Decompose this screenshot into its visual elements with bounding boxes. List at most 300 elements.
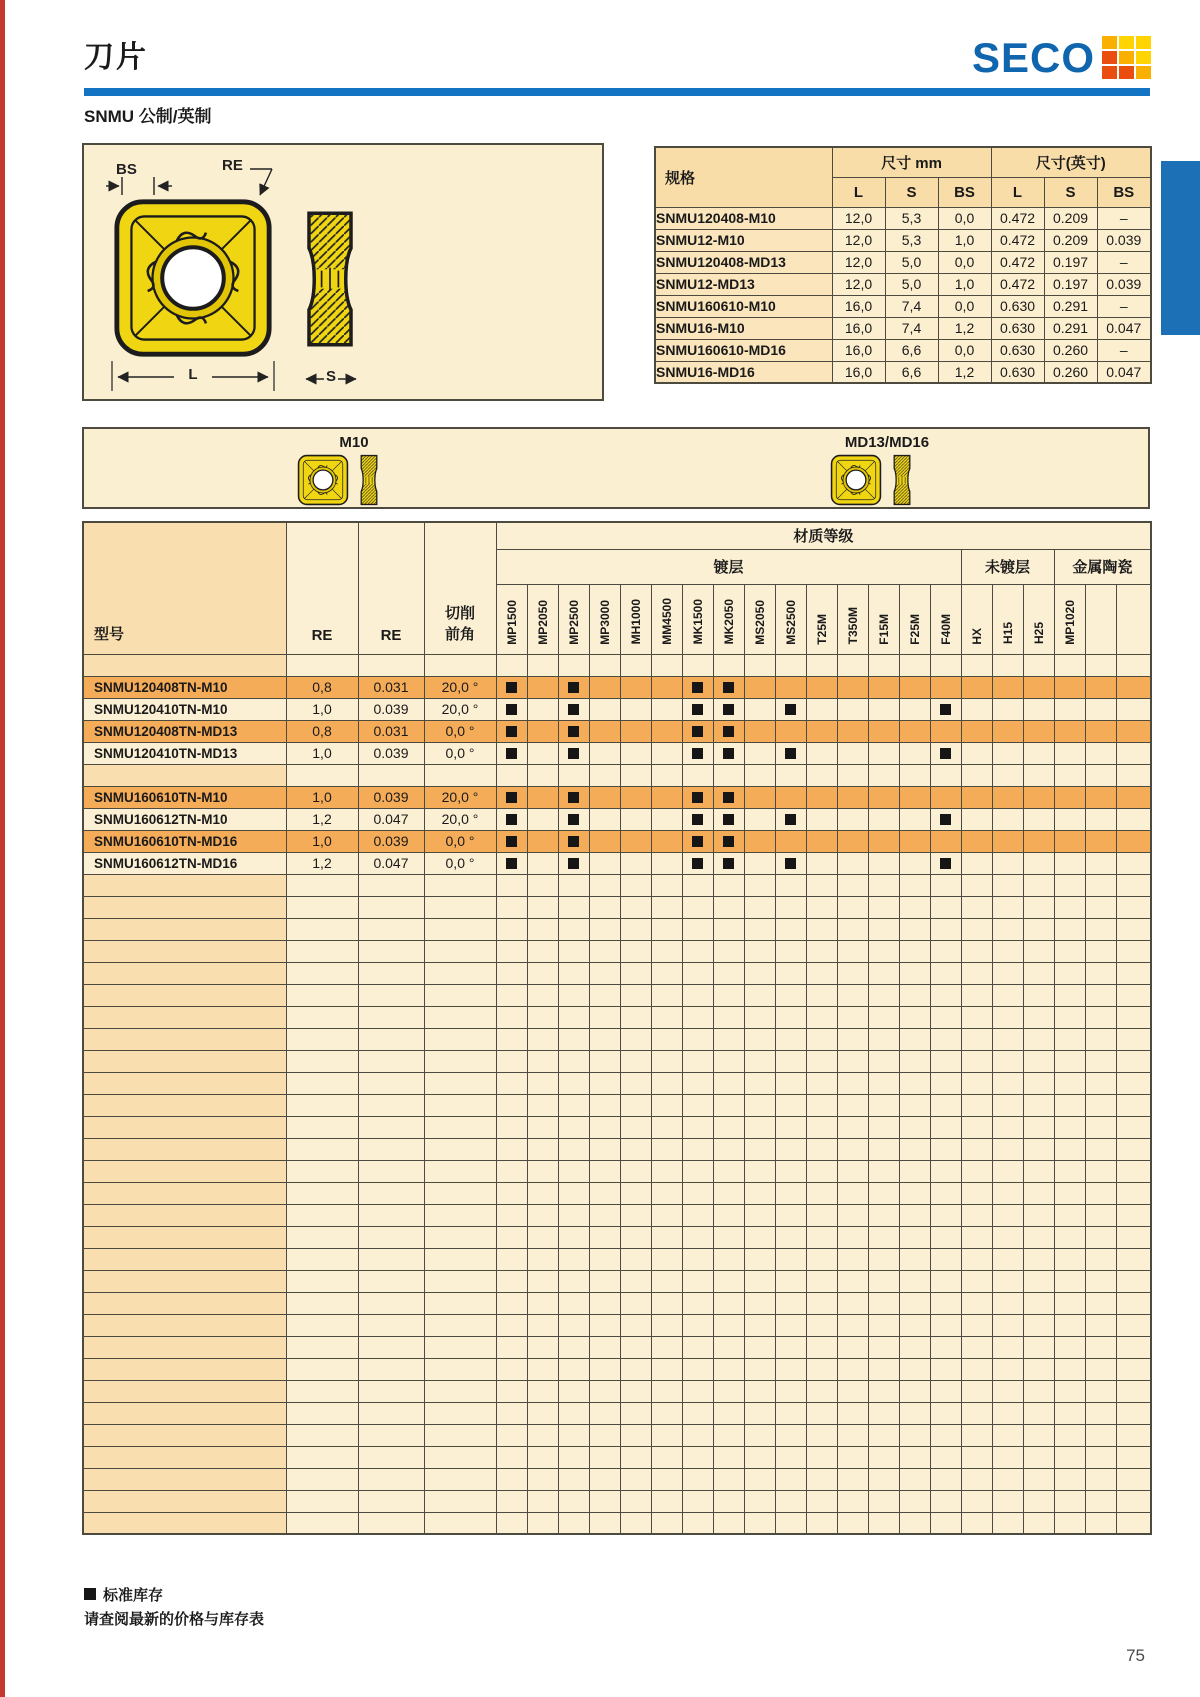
grade-cell [1116,1138,1151,1160]
spec-model: SNMU12-M10 [655,229,832,251]
grade-cell [1085,1402,1116,1424]
grade-cell [961,1468,992,1490]
re-inch-cell [358,1050,424,1072]
grade-cell [775,896,806,918]
grade-cell [1023,1358,1054,1380]
grade-cell [1054,1402,1085,1424]
grade-header-group: 材质等级 [496,522,1151,549]
grade-cell [713,720,744,742]
stock-mark [568,748,579,759]
grade-cell [775,1160,806,1182]
stock-mark [723,858,734,869]
grade-cell [961,1160,992,1182]
grade-cell [1023,1468,1054,1490]
grade-cell [1023,1160,1054,1182]
grade-cell [806,1116,837,1138]
grade-cell [992,1380,1023,1402]
rake-cell [424,1138,496,1160]
grade-cell [620,1446,651,1468]
grade-cell [806,1468,837,1490]
grade-cell [496,742,527,764]
rake-cell [424,1028,496,1050]
grade-cell [682,1248,713,1270]
model-cell: SNMU120410TN-M10 [83,698,286,720]
grade-cell [992,1270,1023,1292]
grade-cell [1023,1138,1054,1160]
grade-cell [1054,896,1085,918]
grade-cell [1054,808,1085,830]
grade-cell [868,1270,899,1292]
grade-cell [527,1094,558,1116]
spec-value: 0.197 [1044,273,1097,295]
grade-cell [992,786,1023,808]
grade-cell [713,808,744,830]
grade-cell [713,1270,744,1292]
stock-mark [506,726,517,737]
grade-column-header [496,584,527,654]
grade-cell [775,1138,806,1160]
grade-cell [868,1402,899,1424]
grade-cell [992,1160,1023,1182]
grade-cell [1085,1028,1116,1050]
grade-cell [527,1006,558,1028]
model-cell: SNMU160612TN-M10 [83,808,286,830]
grade-cell [496,1006,527,1028]
grade-cell [899,720,930,742]
grade-cell [682,1490,713,1512]
grade-cell [992,654,1023,676]
grade-cell [558,1446,589,1468]
grade-cell [713,786,744,808]
grade-cell [775,1446,806,1468]
grade-cell [682,1358,713,1380]
grade-column-header [527,584,558,654]
re-inch-cell [358,1490,424,1512]
grade-cell [1054,698,1085,720]
grade-cell [589,654,620,676]
grade-cell [744,830,775,852]
re-mm-cell [286,1006,358,1028]
grade-cell [620,1006,651,1028]
grade-cell [527,742,558,764]
grade-cell [961,1248,992,1270]
model-cell [83,962,286,984]
grade-cell [1116,1050,1151,1072]
grade-cell [496,896,527,918]
grade-cell [620,808,651,830]
grade-cell [1085,1512,1116,1534]
grade-cell [527,1402,558,1424]
rake-cell [424,874,496,896]
grade-cell [496,1336,527,1358]
re-inch-cell [358,1072,424,1094]
grade-cell [651,918,682,940]
grade-cell [713,1468,744,1490]
grade-cell [651,1292,682,1314]
re-inch-cell: 0.047 [358,808,424,830]
grade-cell [806,1028,837,1050]
grade-empty-row [83,1512,1151,1534]
model-cell [83,1226,286,1248]
grade-cell [589,1204,620,1226]
grade-cell [713,1292,744,1314]
grade-cell [558,1292,589,1314]
grade-cell [837,808,868,830]
grade-cell [496,786,527,808]
grade-cell [527,1138,558,1160]
grade-cell [1054,764,1085,786]
grade-cell [930,1314,961,1336]
grade-cell [558,1050,589,1072]
spec-value: 6,6 [885,361,938,383]
grade-cell [651,808,682,830]
grade-cell [1023,676,1054,698]
grade-cell [558,1314,589,1336]
grade-cell [899,1314,930,1336]
grade-cell [527,1050,558,1072]
grade-cell [1085,1204,1116,1226]
variant-icons-md13-md16 [830,454,913,506]
grade-cell [558,654,589,676]
model-cell [83,896,286,918]
grade-cell [558,742,589,764]
grade-cell [496,1380,527,1402]
stock-mark [723,814,734,825]
grade-cell [744,1160,775,1182]
stock-mark [692,682,703,693]
grade-cell [775,1006,806,1028]
stock-mark [568,682,579,693]
spec-value: 16,0 [832,317,885,339]
grade-cell [899,1380,930,1402]
grade-cell [930,1226,961,1248]
grade-cell [558,962,589,984]
grade-cell [589,830,620,852]
grade-cell [620,1226,651,1248]
grade-cell [1023,1116,1054,1138]
grade-cell [899,1446,930,1468]
grade-cell [961,1072,992,1094]
rake-cell [424,896,496,918]
grade-cell [682,852,713,874]
grade-cell [589,1006,620,1028]
grade-cell [806,1006,837,1028]
grade-cell [1085,1050,1116,1072]
grade-cell [713,1402,744,1424]
grade-cell [806,1270,837,1292]
grade-cell [620,1028,651,1050]
stock-mark [692,836,703,847]
grade-cell [930,1512,961,1534]
re-mm-cell [286,1072,358,1094]
grade-cell [775,1424,806,1446]
grade-cell [744,786,775,808]
grade-cell [1023,1182,1054,1204]
grade-cell [992,852,1023,874]
spec-value: 0.260 [1044,339,1097,361]
grade-cell [620,1050,651,1072]
grade-cell [1116,896,1151,918]
grade-cell [496,676,527,698]
grade-empty-row [83,1446,1151,1468]
grade-header-re-mm: RE [286,522,358,654]
re-mm-cell: 1,0 [286,698,358,720]
spec-value: 0,0 [938,295,991,317]
grade-cell [992,1226,1023,1248]
grade-cell [837,1094,868,1116]
stock-mark [940,748,951,759]
grade-cell [713,1182,744,1204]
grade-column-label: MK1500 [690,599,705,645]
variant-band [82,427,1150,509]
grade-cell [868,1314,899,1336]
grade-cell [651,654,682,676]
grade-cell [496,874,527,896]
grade-cell [744,1182,775,1204]
grade-cell [775,918,806,940]
grade-cell [682,984,713,1006]
model-cell [83,1182,286,1204]
grade-cell [651,962,682,984]
grade-cell [930,654,961,676]
grade-cell [682,1204,713,1226]
spec-value: 0,0 [938,207,991,229]
grade-cell [558,830,589,852]
grade-cell [899,1160,930,1182]
grade-cell [682,874,713,896]
re-mm-cell [286,1512,358,1534]
grade-cell [496,1358,527,1380]
spec-model: SNMU160610-M10 [655,295,832,317]
grade-cell [527,918,558,940]
grade-cell [682,808,713,830]
re-mm-cell [286,896,358,918]
spec-value: 0,0 [938,251,991,273]
grade-cell [806,1446,837,1468]
grade-column-label: MP3000 [597,599,612,645]
grade-cell [744,1138,775,1160]
grade-column-header [837,584,868,654]
grade-cell [496,1270,527,1292]
grade-cell [527,1380,558,1402]
grade-cell [806,786,837,808]
rake-cell [424,1006,496,1028]
grade-cell [744,698,775,720]
grade-cell [1085,1424,1116,1446]
grade-cell [682,1314,713,1336]
grade-cell [651,1116,682,1138]
spec-subheader: S [885,177,938,207]
grade-cell [713,1490,744,1512]
grade-cell [992,1204,1023,1226]
spec-header-name: 规格 [655,147,832,207]
grade-cell [527,896,558,918]
rake-cell: 0,0 ° [424,830,496,852]
grade-cell [496,1424,527,1446]
model-cell [83,1270,286,1292]
grade-cell [744,808,775,830]
grade-header-model: 型号 [83,522,286,654]
grade-cell [868,984,899,1006]
grade-cell [806,1204,837,1226]
grade-cell [527,1446,558,1468]
grade-cell [837,852,868,874]
model-cell: SNMU160610TN-M10 [83,786,286,808]
grade-cell [713,654,744,676]
page-title: 刀片 [84,41,148,74]
spec-value: 16,0 [832,295,885,317]
grade-column-label: F15M [876,613,891,645]
grade-cell [775,1380,806,1402]
grade-cell [837,962,868,984]
spec-row [655,339,1151,361]
spec-value: 1,0 [938,273,991,295]
spec-model: SNMU160610-MD16 [655,339,832,361]
grade-cell [527,1248,558,1270]
grade-cell [651,698,682,720]
grade-cell [620,1160,651,1182]
grade-cell [899,1028,930,1050]
grade-cell [1054,1116,1085,1138]
grade-cell [1023,940,1054,962]
grade-cell [775,984,806,1006]
grade-cell [868,1468,899,1490]
grade-cell [589,1446,620,1468]
grade-cell [1116,874,1151,896]
grade-cell [1054,676,1085,698]
stock-mark [568,792,579,803]
re-mm-cell: 1,2 [286,852,358,874]
grade-cell [868,1446,899,1468]
spec-value: 0.260 [1044,361,1097,383]
grade-cell [961,720,992,742]
grade-cell [744,852,775,874]
grade-cell [1116,1468,1151,1490]
grade-cell [806,1182,837,1204]
stock-mark [568,726,579,737]
grade-cell [806,984,837,1006]
grade-cell [1085,1314,1116,1336]
re-inch-cell [358,654,424,676]
stock-mark [568,836,579,847]
spec-row [655,251,1151,273]
grade-cell [1085,1336,1116,1358]
grade-cell [651,786,682,808]
rake-cell: 20,0 ° [424,786,496,808]
grade-cell [496,1446,527,1468]
grade-cell [620,676,651,698]
grade-cell [651,984,682,1006]
grade-cell [682,654,713,676]
stock-mark [940,858,951,869]
grade-cell [992,1116,1023,1138]
rake-cell [424,1270,496,1292]
grade-cell [713,830,744,852]
grade-cell [1054,1468,1085,1490]
grade-cell [961,1402,992,1424]
grade-column-label: T25M [814,613,829,645]
grade-cell [961,654,992,676]
stock-mark [692,704,703,715]
model-cell [83,1424,286,1446]
grade-cell [899,1512,930,1534]
grade-cell [682,962,713,984]
grade-cell [992,764,1023,786]
grade-cell [1023,764,1054,786]
re-mm-cell [286,1380,358,1402]
grade-cell [961,1138,992,1160]
grade-cell [744,1072,775,1094]
grade-cell [589,1182,620,1204]
grade-cell [775,962,806,984]
grade-cell [651,1204,682,1226]
spec-subheader: S [1044,177,1097,207]
grade-cell [651,1380,682,1402]
grade-cell [1085,1072,1116,1094]
grade-cell [527,1072,558,1094]
grade-cell [1023,1204,1054,1226]
grade-cell [1023,808,1054,830]
grade-cell [713,984,744,1006]
grade-cell [744,1006,775,1028]
grade-cell [899,874,930,896]
grade-cell [682,676,713,698]
grade-cell [1054,1204,1085,1226]
grade-cell [1023,918,1054,940]
grade-cell [899,962,930,984]
grade-empty-row [83,1182,1151,1204]
grade-cell [620,896,651,918]
grade-cell [1085,830,1116,852]
grade-cell [1085,1006,1116,1028]
grade-row [83,786,1151,808]
grade-cell [899,1182,930,1204]
spec-value: 0.039 [1097,273,1151,295]
grade-cell [1085,1358,1116,1380]
grade-cell [1054,830,1085,852]
stock-mark [506,682,517,693]
grade-cell [1085,852,1116,874]
grade-cell [744,1424,775,1446]
grade-cell [1116,1336,1151,1358]
grade-cell [589,1094,620,1116]
grade-cell [682,896,713,918]
grade-cell [837,1028,868,1050]
model-cell [83,1072,286,1094]
grade-cell [558,1006,589,1028]
grade-cell [558,1116,589,1138]
model-cell: SNMU120408TN-M10 [83,676,286,698]
grade-cell [899,1094,930,1116]
grade-cell [868,1358,899,1380]
grade-cell [868,1380,899,1402]
grade-cell [1085,918,1116,940]
grade-cell [775,676,806,698]
grade-cell [744,1270,775,1292]
stock-mark [723,836,734,847]
re-mm-cell [286,1358,358,1380]
grade-cell [558,1402,589,1424]
grade-cell [837,1490,868,1512]
grade-cell [589,1336,620,1358]
grade-cell [1054,1424,1085,1446]
model-cell: SNMU160612TN-MD16 [83,852,286,874]
grade-column-label: H25 [1031,622,1046,645]
grade-column-header [961,584,992,654]
grade-cell [899,1358,930,1380]
grade-cell [775,1248,806,1270]
grade-cell [558,1336,589,1358]
